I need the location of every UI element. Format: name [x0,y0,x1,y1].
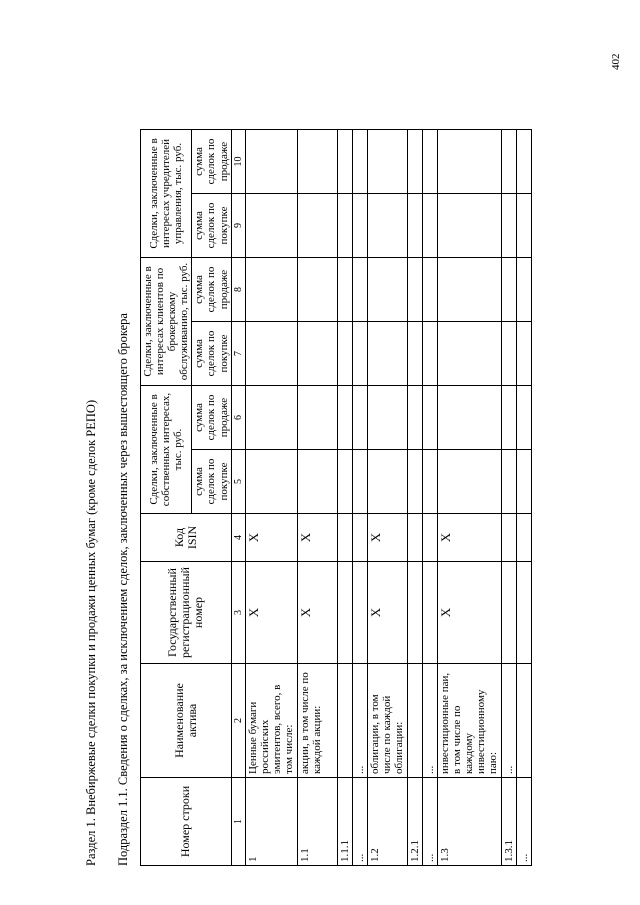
asset-name: инвестиционные паи, в том числе по каждому инвестиционному паю: [438,664,501,778]
table-row [422,130,437,866]
table-row [245,130,297,866]
row-number: 1.3 [438,778,501,866]
table-row [516,130,531,866]
table-row [438,130,501,866]
header-trust-buy: сумма сделок по покупке [192,194,231,258]
table-row [297,130,337,866]
row-number: 1.2.1 [407,778,422,866]
asset-name [337,664,352,778]
column-number: 4 [231,514,245,562]
column-number: 9 [231,194,245,258]
subsection-title: Подраздел 1.1. Сведения о сделках, за исключением сделок, заключенных через вышестоящего брокера [116,313,130,866]
asset-name: акции, в том числе по каждой акции: [297,664,337,778]
state-reg-number: X [367,562,407,664]
column-number: 1 [231,778,245,866]
header-asset-name: Наименование актива [141,664,232,778]
isin-code: X [297,514,337,562]
column-number: 2 [231,664,245,778]
header-trust-interest: Сделки, заключенные в интересах учредителей управления, тыс. руб. [141,130,192,258]
header-trust-sell: сумма сделок по продаже [192,130,231,194]
column-number: 10 [231,130,245,194]
page-number: 402 [610,53,622,70]
row-number: 1 [245,778,297,866]
column-number: 6 [231,386,245,450]
rotated-page-content [84,86,554,866]
isin-code: X [438,514,501,562]
column-number: 7 [231,322,245,386]
column-numbers-row [231,130,245,866]
asset-name: ... [352,664,367,778]
column-number: 3 [231,562,245,664]
table-row [337,130,352,866]
header-state-reg-number: Государственный регистрационный номер [141,562,232,664]
asset-name: облигации, в том числе по каждой облигации: [367,664,407,778]
header-own-interest: Сделки, заключенные в собственных интересах, тыс. руб. [141,386,192,514]
header-isin: Код ISIN [141,514,232,562]
asset-name [407,664,422,778]
asset-name: Ценные бумаги российских эмитентов, всего, в том числе: [245,664,297,778]
header-row-number: Номер строки [141,778,232,866]
header-client-sell: сумма сделок по продаже [192,258,231,322]
isin-code: X [245,514,297,562]
state-reg-number: X [297,562,337,664]
column-number: 5 [231,450,245,514]
table-row [352,130,367,866]
row-number: ... [352,778,367,866]
header-own-sell: сумма сделок по продаже [192,386,231,450]
header-client-interest: Сделки, заключенные в интересах клиентов по брокерскому обслуживанию, тыс. руб. [141,258,192,386]
state-reg-number: X [245,562,297,664]
section-title: Раздел 1. Внебиржевые сделки покупки и продажи ценных бумаг (кроме сделок РЕПО) [84,399,98,866]
header-client-buy: сумма сделок по покупке [192,322,231,386]
row-number: ... [422,778,437,866]
row-number: 1.1 [297,778,337,866]
table-row [501,130,516,866]
row-number: ... [516,778,531,866]
column-number: 8 [231,258,245,322]
row-number: 1.3.1 [501,778,516,866]
header-own-buy: сумма сделок по покупке [192,450,231,514]
asset-name: ... [422,664,437,778]
row-number: 1.1.1 [337,778,352,866]
row-number: 1.2 [367,778,407,866]
state-reg-number: X [438,562,501,664]
asset-name [516,664,531,778]
deals-table [140,129,532,866]
isin-code: X [367,514,407,562]
table-row [407,130,422,866]
table-row [367,130,407,866]
asset-name: ... [501,664,516,778]
